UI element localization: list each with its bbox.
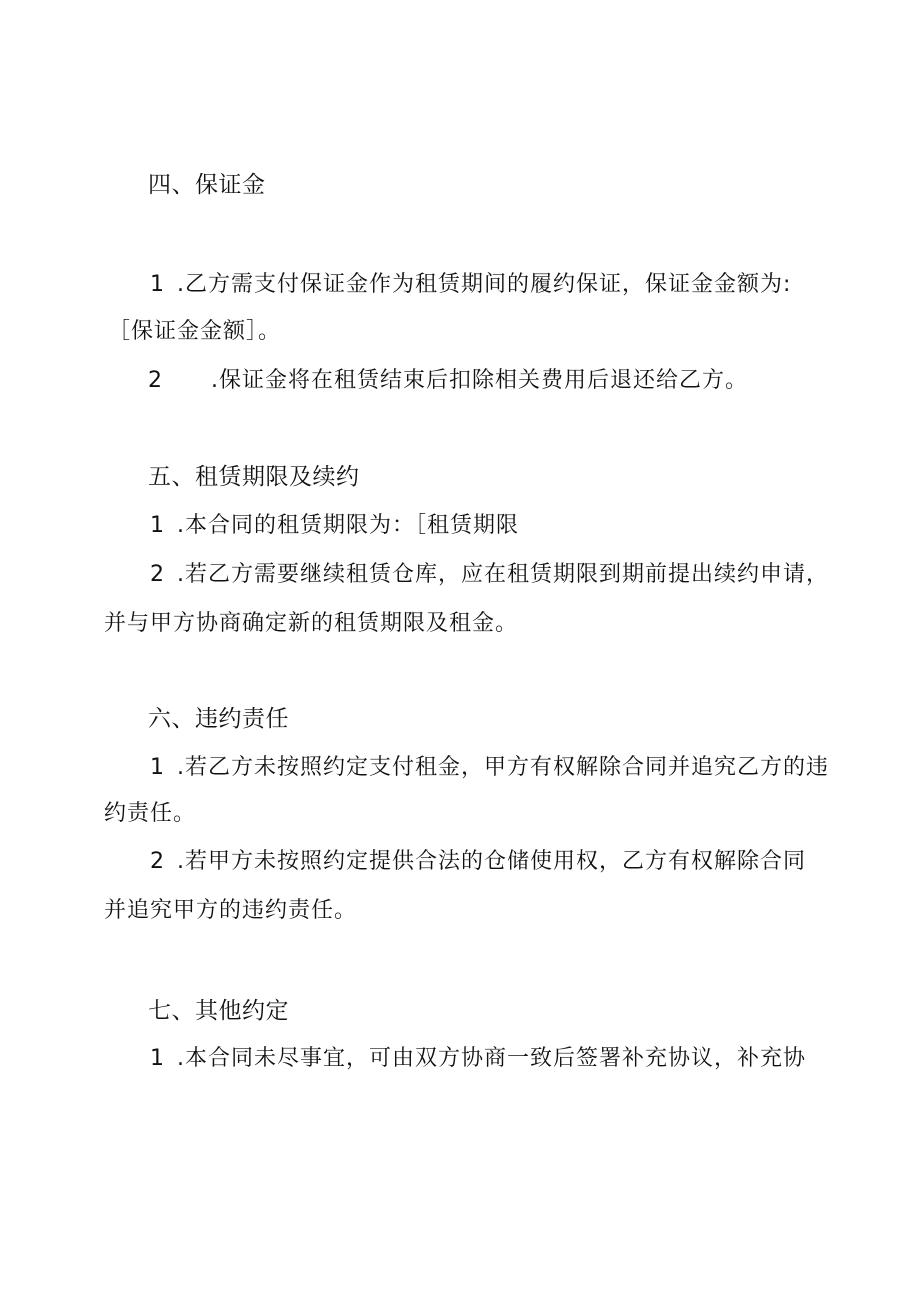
- clause-continuation: 并追究甲方的违约责任。: [104, 898, 358, 923]
- clause-number: 1: [150, 755, 165, 780]
- clause-text: .保证金将在租赁结束后扣除相关费用后退还给乙方。: [211, 368, 748, 393]
- clause-line: [150, 1044, 806, 1074]
- clause-text: .若甲方未按照约定提供合法的仓储使用权，乙方有权解除合同: [177, 849, 806, 874]
- section-heading-other: 七、其他约定: [148, 998, 289, 1024]
- clause-number: 1: [150, 513, 165, 538]
- clause-number: 1: [150, 1046, 165, 1071]
- clause-continuation: 并与甲方协商确定新的租赁期限及租金。: [104, 611, 519, 636]
- clause-continuation: ［保证金金额］。: [108, 319, 282, 344]
- clause-text: .若乙方需要继续租赁仓库，应在租赁期限到期前提出续约申请，: [177, 562, 829, 587]
- clause-line: [148, 366, 748, 396]
- clause-line: [150, 753, 829, 783]
- clause-number: 2: [150, 849, 165, 874]
- clause-text: .乙方需支付保证金作为租赁期间的履约保证，保证金金额为:: [177, 272, 792, 297]
- clause-line: [150, 511, 519, 541]
- clause-continuation: 约责任。: [104, 801, 197, 826]
- clause-line: [150, 847, 806, 877]
- clause-number: 2: [148, 368, 163, 393]
- section-heading-liability: 六、违约责任: [148, 706, 289, 732]
- clause-number: 1: [150, 272, 165, 297]
- clause-text: .若乙方未按照约定支付租金，甲方有权解除合同并追究乙方的违: [177, 755, 829, 780]
- clause-text: .本合同未尽事宜，可由双方协商一致后签署补充协议，补充协: [177, 1046, 806, 1071]
- clause-line: [150, 270, 791, 300]
- clause-text: .本合同的租赁期限为：［租赁期限: [177, 513, 519, 538]
- section-heading-lease-term: 五、租赁期限及续约: [148, 464, 360, 490]
- clause-number: 2: [150, 562, 165, 587]
- clause-line: [150, 560, 829, 590]
- section-heading-deposit: 四、保证金: [148, 172, 266, 198]
